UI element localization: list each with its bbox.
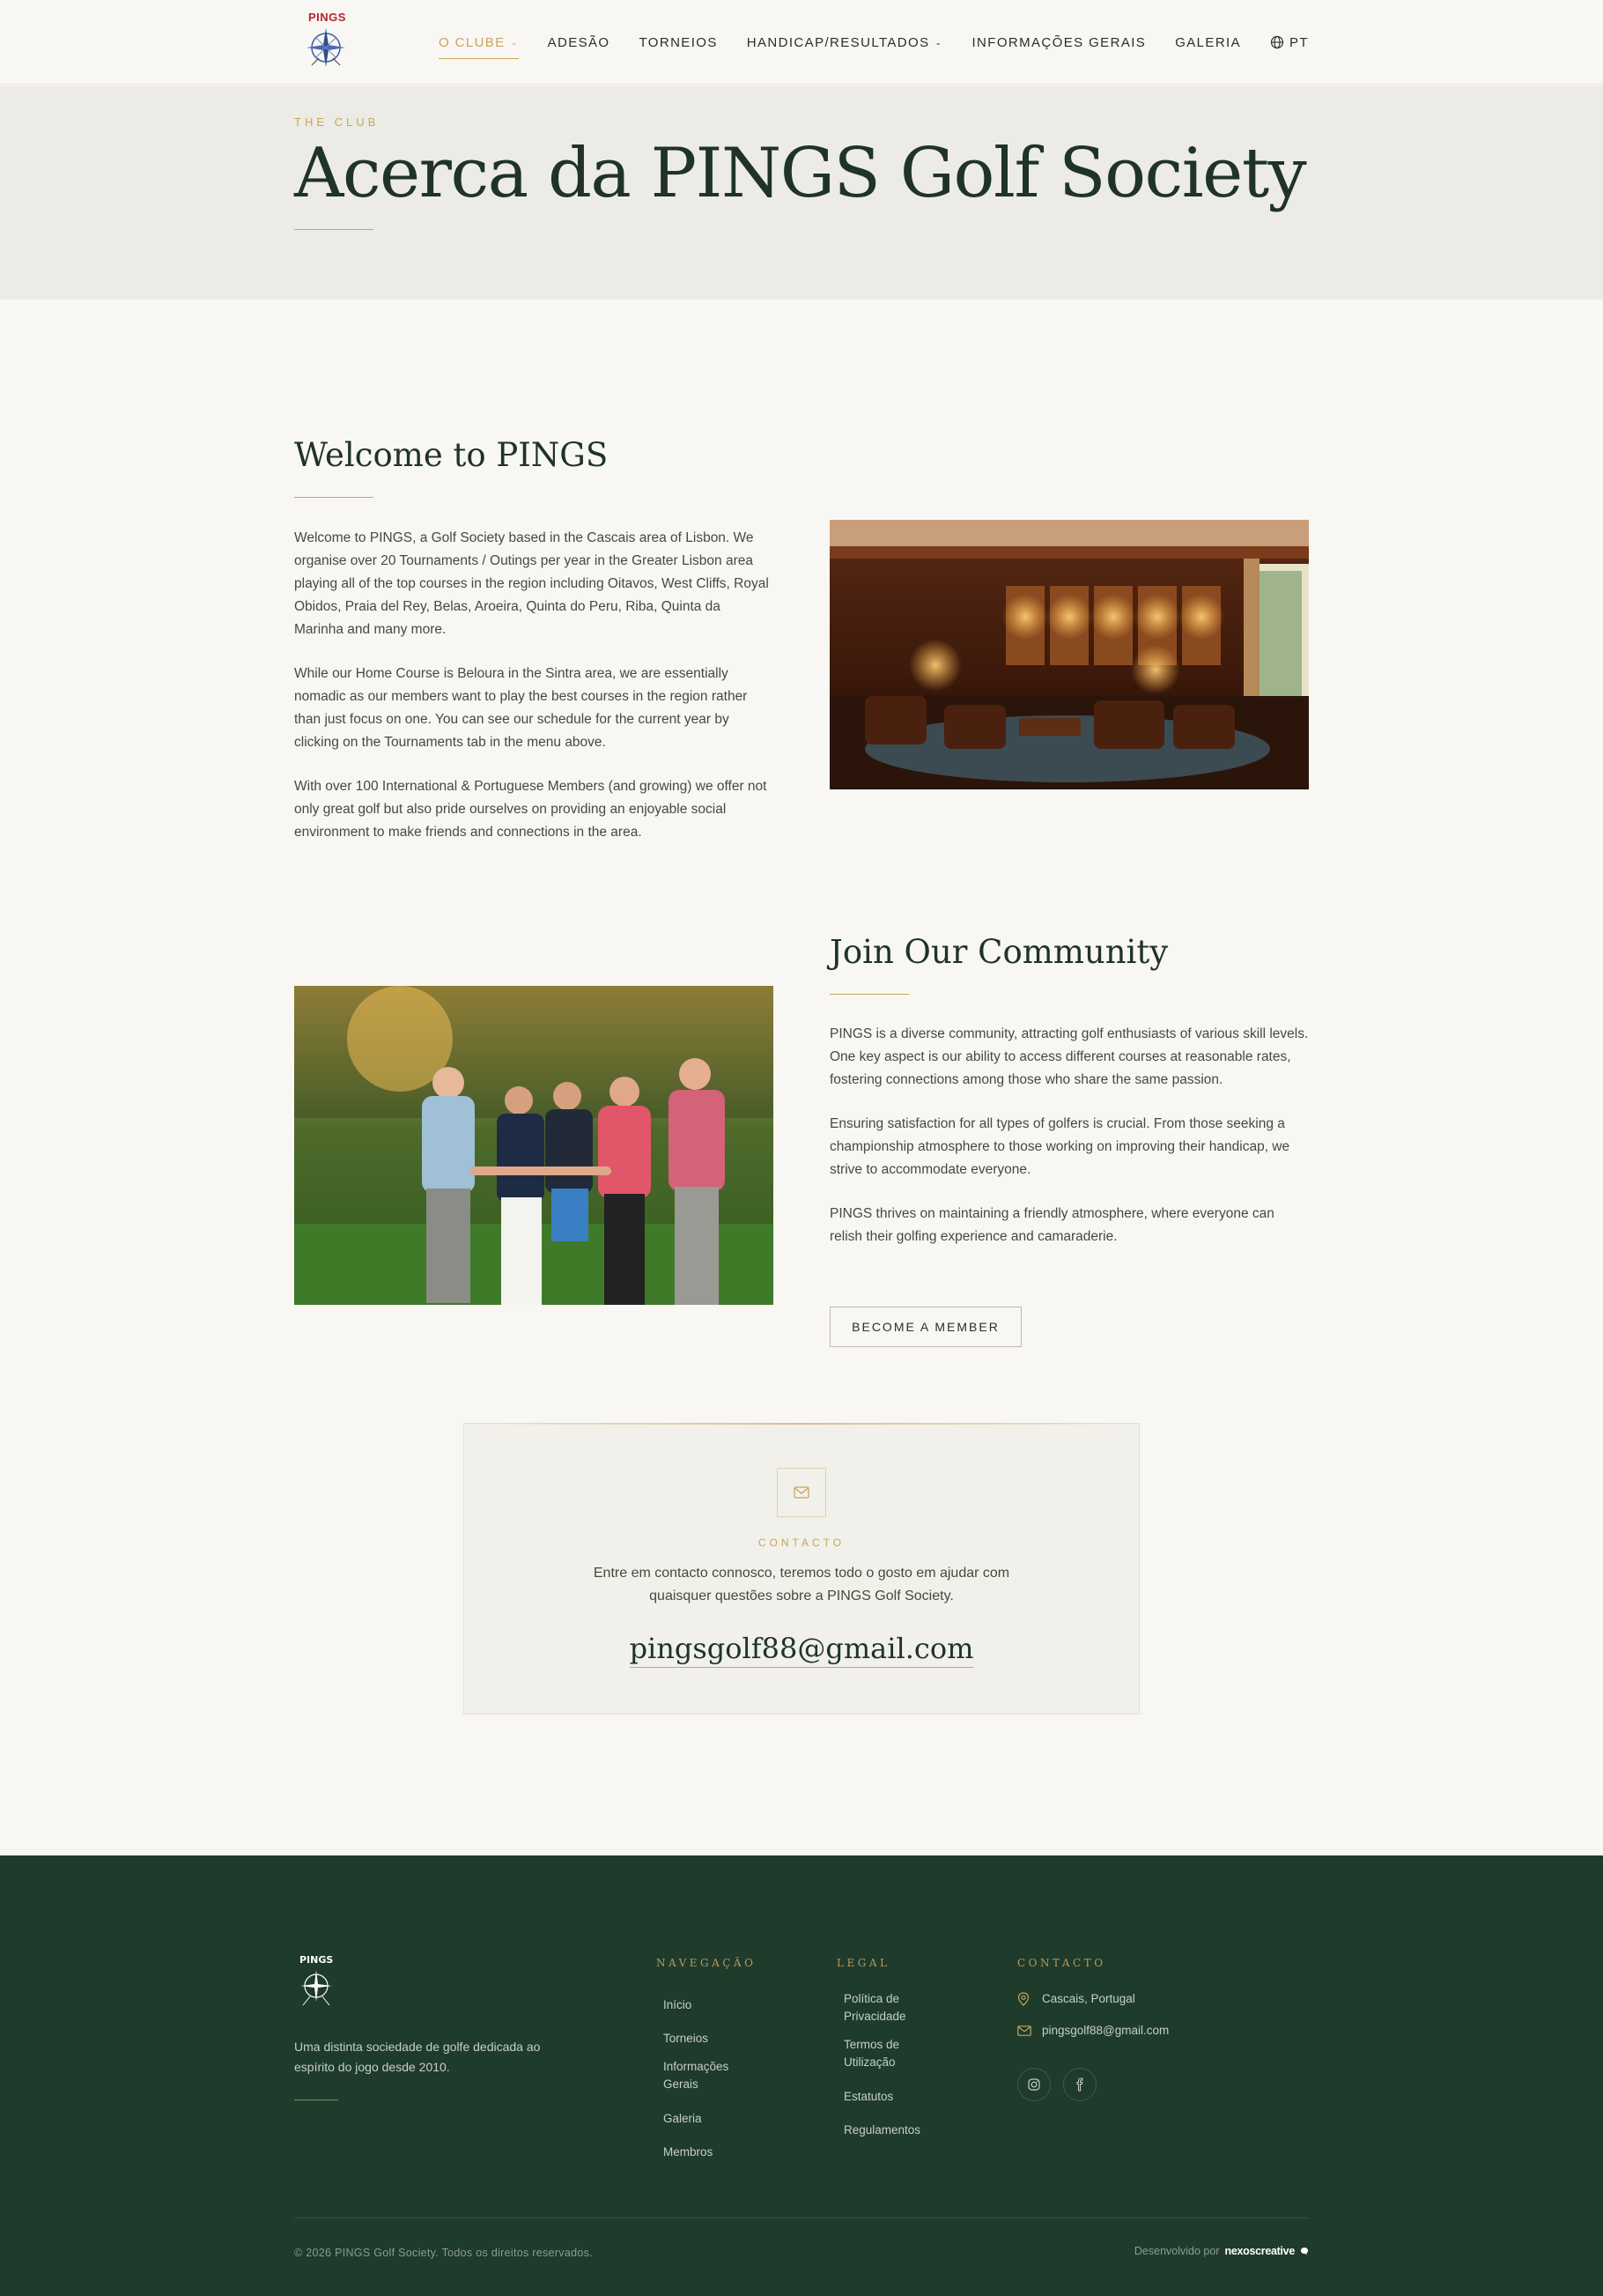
- nav-item-o-clube[interactable]: [439, 35, 519, 50]
- footer-tagline: Uma distinta sociedade de golfe dedicada ao espírito do jogo desde 2010.: [294, 2040, 541, 2074]
- clubhouse-lounge-image: [830, 520, 1309, 789]
- facebook-button[interactable]: [1063, 2068, 1097, 2101]
- nav-item-torneios[interactable]: [639, 35, 717, 50]
- nav-item-handicap-resultados[interactable]: [747, 35, 943, 50]
- location-pin-icon: [1017, 1992, 1030, 2006]
- instagram-button[interactable]: [1017, 2068, 1051, 2101]
- card-accent-line: [464, 1423, 1139, 1425]
- svg-text:PINGS: PINGS: [299, 1954, 334, 1966]
- paragraph: While our Home Course is Beloura in the Sintra area, we are essentially nomadic as our members want to play the best courses in the region rather than just focus on one. You can see our schedule for the current year by clicking on the Tournaments tab in the menu above.: [294, 666, 748, 750]
- paragraph: PINGS is a diverse community, attracting golf enthusiasts of various skill levels. One key aspect is our ability to access different courses at reasonable rates, fostering connections among those who share the same passion.: [830, 1026, 1309, 1087]
- contact-label: CONTACTO: [757, 1537, 846, 1549]
- footer-link-privacidade[interactable]: Política de Privacidade: [844, 1992, 906, 2023]
- nav-item-galeria[interactable]: [1175, 35, 1241, 50]
- language-switcher[interactable]: [1270, 35, 1309, 50]
- paragraph: With over 100 International & Portuguese Members (and growing) we offer not only great golf but also pride ourselves on providing an enjoyable social environment to make friends and connections in the area.: [294, 779, 767, 840]
- welcome-title: Welcome to PINGS: [294, 436, 609, 474]
- divider: [294, 497, 373, 498]
- speech-bubble-icon: [1300, 2247, 1309, 2255]
- footer-contact-title: CONTACTO: [1017, 1957, 1106, 1969]
- nav-label: ADESÃO: [547, 34, 610, 50]
- footer-link-torneios[interactable]: Torneios: [663, 2032, 709, 2045]
- welcome-text: [294, 527, 770, 865]
- contact-card: [463, 1423, 1140, 1715]
- footer-legal-title: LEGAL: [837, 1957, 890, 1969]
- instagram-icon: [1027, 2078, 1041, 2092]
- nav-label: HANDICAP/RESULTADOS: [746, 34, 930, 50]
- paragraph: PINGS thrives on maintaining a friendly atmosphere, where everyone can relish their golfing experience and camaraderie.: [830, 1206, 1274, 1244]
- footer-email-link[interactable]: pingsgolf88@gmail.com: [1042, 2024, 1170, 2037]
- footer-link-estatutos[interactable]: Estatutos: [844, 2090, 894, 2103]
- footer-link-inicio[interactable]: Início: [663, 1998, 692, 2011]
- nav-label: INFORMAÇÕES GERAIS: [971, 34, 1147, 50]
- nav-label: TORNEIOS: [639, 34, 718, 50]
- mail-icon: [1017, 2026, 1031, 2036]
- nav-label: GALERIA: [1175, 34, 1242, 50]
- contact-description: Entre em contacto connosco, teremos todo o gosto em ajudar com quaisquer questões sobre a PINGS Golf Society.: [593, 1566, 1010, 1603]
- footer-link-informacoes-gerais[interactable]: Informações Gerais: [663, 2060, 729, 2091]
- hero-eyebrow: THE CLUB: [294, 115, 380, 129]
- top-navbar: [0, 0, 1603, 85]
- facebook-icon: [1073, 2078, 1087, 2092]
- mail-icon: [794, 1486, 809, 1499]
- footer-link-membros[interactable]: Membros: [663, 2145, 713, 2159]
- paragraph: Ensuring satisfaction for all types of golfers is crucial. From those seeking a championship atmosphere to those working on improving their handicap, we strive to accommodate everyone.: [830, 1116, 1290, 1177]
- chevron-down-icon: ⌄: [510, 37, 519, 47]
- main-navigation: [439, 0, 1309, 85]
- footer-nav-title: NAVEGAÇÃO: [656, 1957, 757, 1969]
- footer-location: Cascais, Portugal: [1042, 1992, 1135, 2005]
- divider: [294, 229, 373, 230]
- globe-icon: [1270, 35, 1284, 49]
- footer: [0, 1855, 1603, 2296]
- mail-icon-box: [777, 1468, 826, 1517]
- divider: [830, 994, 909, 995]
- footer-link-galeria[interactable]: Galeria: [663, 2112, 702, 2125]
- copyright-text: © 2026 PINGS Golf Society. Todos os direitos reservados.: [294, 2247, 593, 2259]
- nav-label: O CLUBE: [438, 34, 506, 50]
- golfers-handshake-image: [294, 986, 773, 1305]
- footer-link-regulamentos[interactable]: Regulamentos: [844, 2123, 921, 2137]
- community-title: Join Our Community: [830, 933, 1169, 971]
- become-member-button[interactable]: BECOME A MEMBER: [830, 1307, 1022, 1347]
- footer-link-termos[interactable]: Termos de Utilização: [844, 2038, 900, 2069]
- paragraph: Welcome to PINGS, a Golf Society based in the Cascais area of Lisbon. We organise over 20 Tournaments / Outings per year in the Greater Lisbon area playing all of the top courses in the region including Oitavos, West Cliffs, Royal Obidos, Praia del Rey, Belas, Aroeira, Quinta do Peru, Riba, Quinta da Marinha and many more.: [294, 530, 769, 637]
- logo-text: PINGS: [308, 11, 346, 24]
- page-title: Acerca da PINGS Golf Society: [294, 134, 1306, 213]
- compass-golf-icon: [294, 1952, 338, 2009]
- nav-item-adesao[interactable]: [548, 35, 610, 50]
- chevron-down-icon: ⌄: [934, 37, 943, 47]
- language-label: PT: [1289, 34, 1309, 50]
- footer-logo[interactable]: [294, 1952, 338, 2009]
- developed-by-label: Desenvolvido por: [1134, 2245, 1220, 2257]
- pings-logo[interactable]: [299, 9, 352, 74]
- nav-item-informacoes-gerais[interactable]: [971, 35, 1146, 50]
- community-text: [830, 1023, 1310, 1270]
- contact-email-link[interactable]: [464, 1632, 1139, 1665]
- developer-credit[interactable]: [1134, 2245, 1309, 2257]
- email-text: pingsgolf88@gmail.com: [630, 1632, 974, 1668]
- developer-logo-text: nexoscreative: [1224, 2245, 1295, 2257]
